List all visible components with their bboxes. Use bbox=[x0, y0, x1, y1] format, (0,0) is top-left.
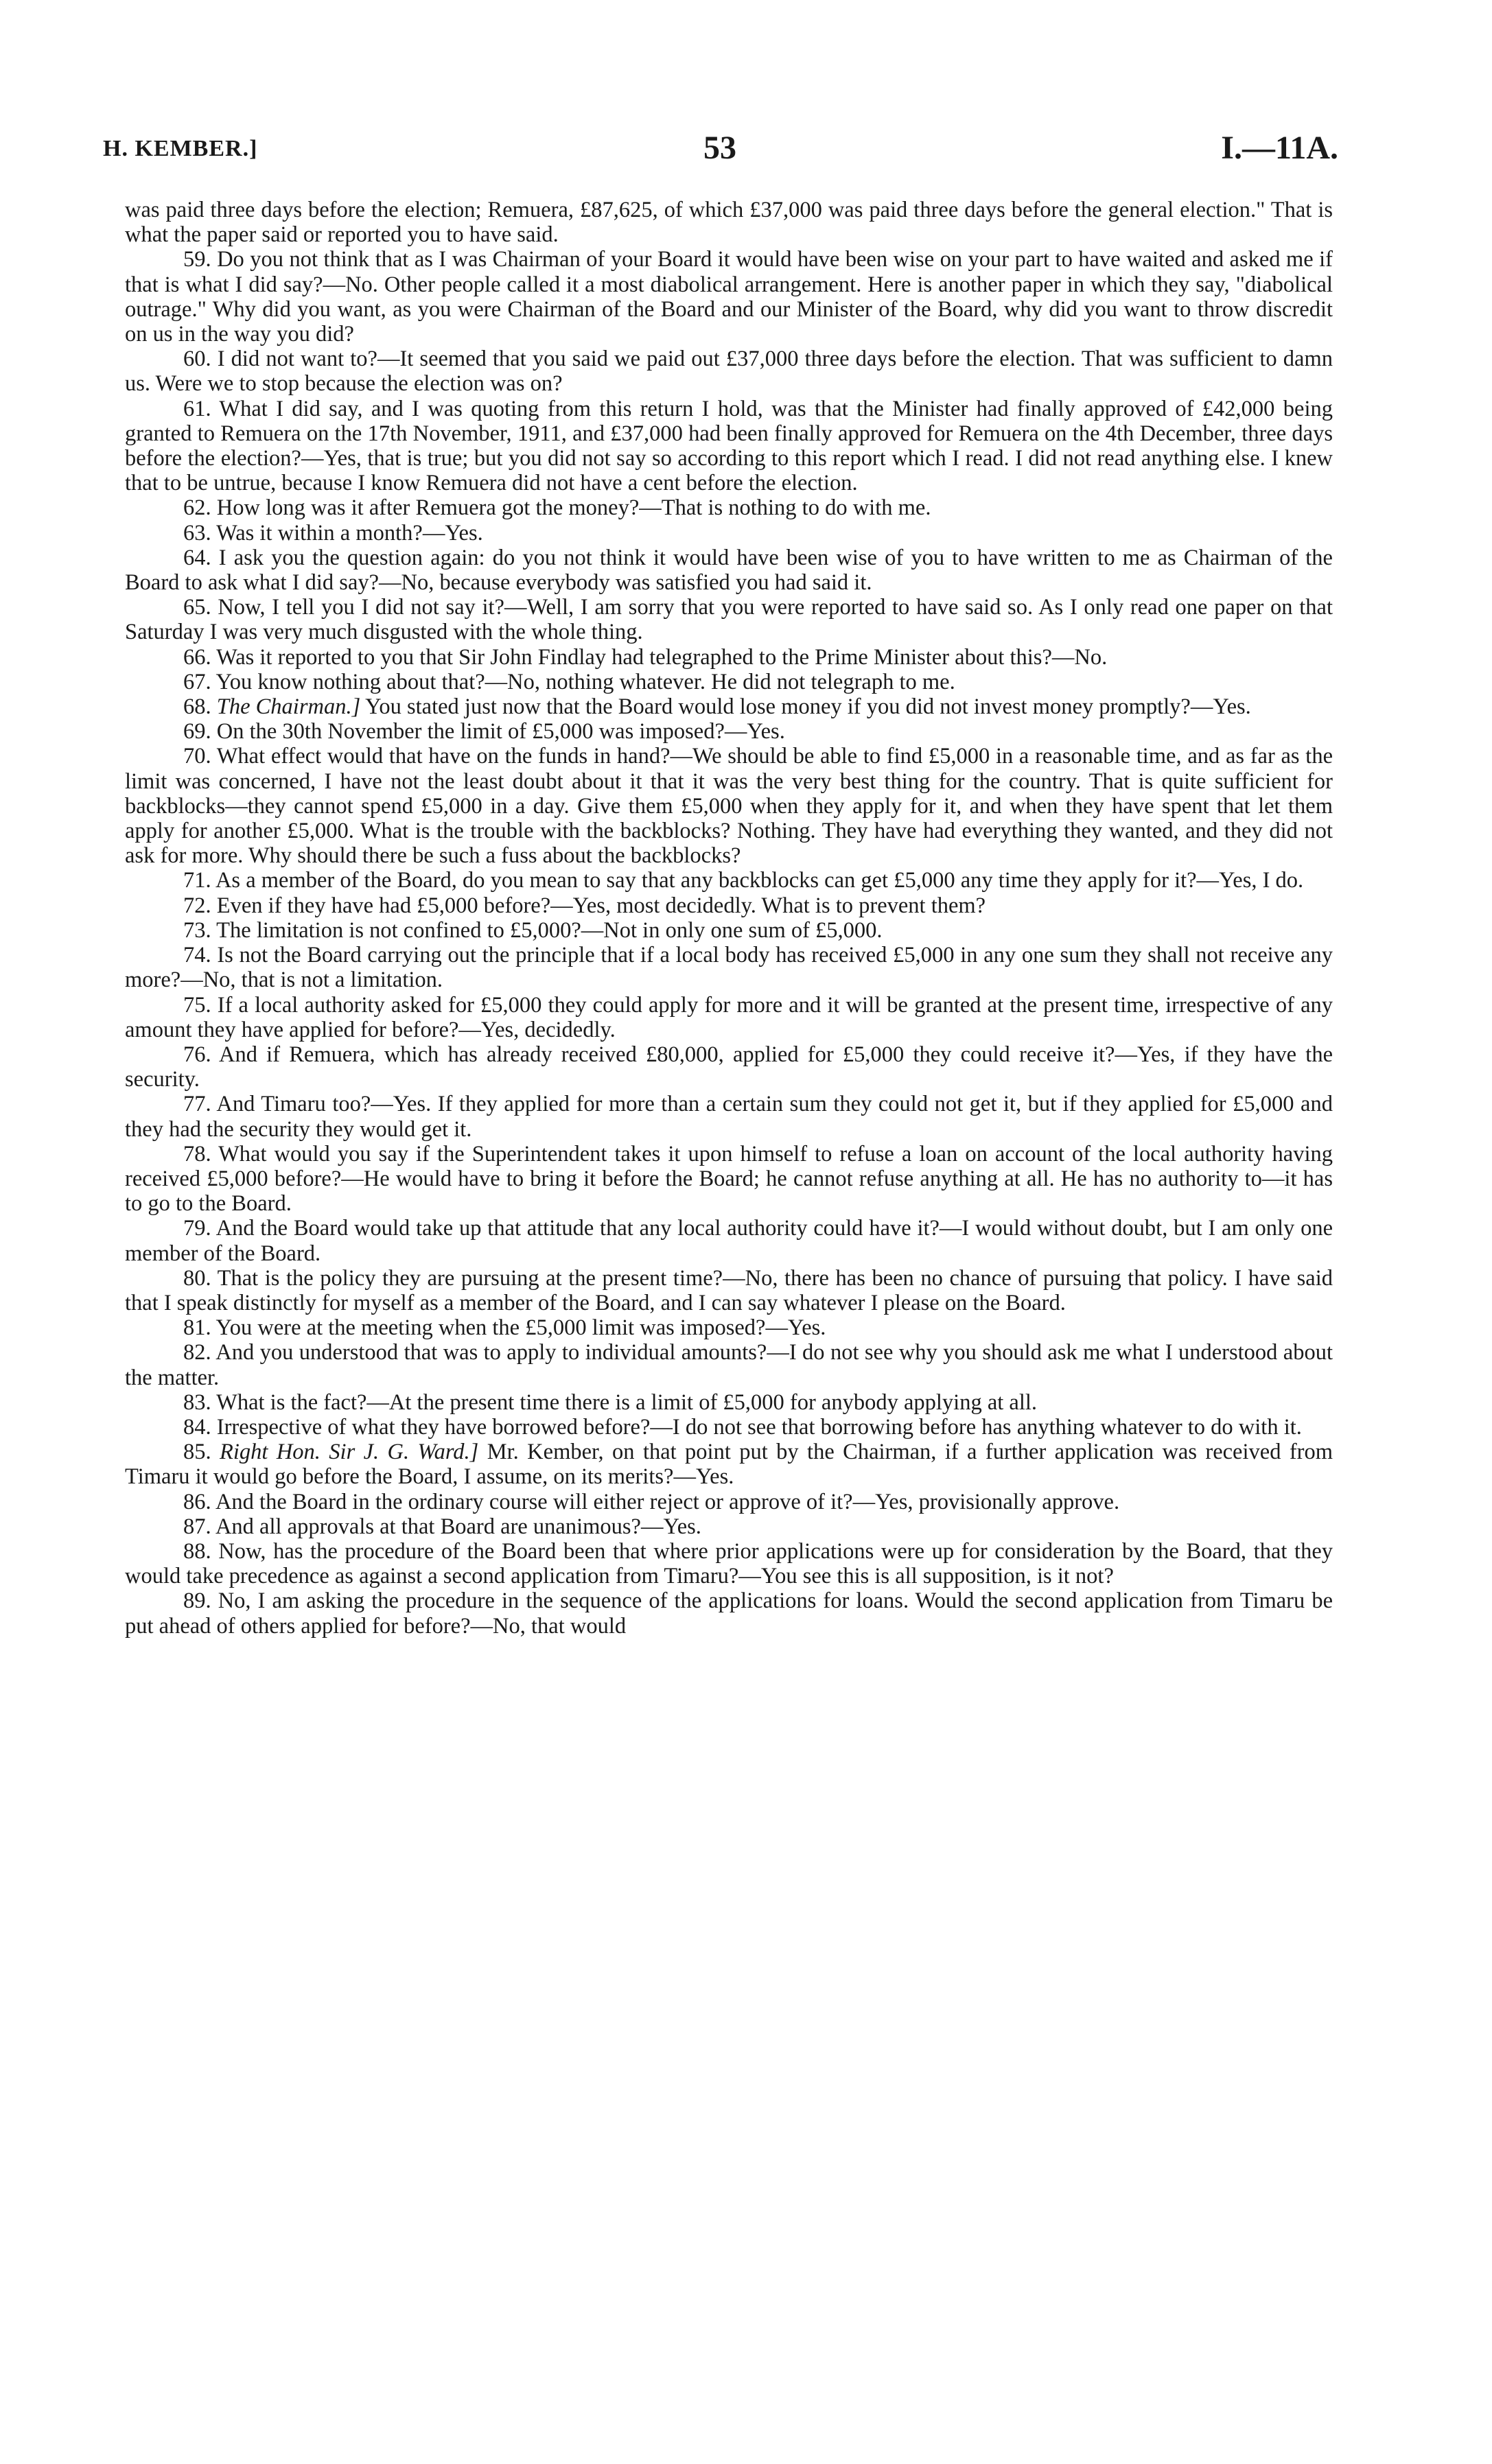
question-paragraph: 64. I ask you the question again: do you not think it would have been wise of you to have written to me as Chairman of the Board to ask what I did say?—No, because everybody was satisfied you had said it. bbox=[125, 545, 1333, 596]
question-paragraph: 79. And the Board would take up that attitude that any local authority could have it?—I would without doubt, but I am only one member of the Board. bbox=[125, 1216, 1333, 1266]
speaker-name: Right Hon. Sir J. G. Ward.] bbox=[220, 1440, 479, 1465]
question-paragraph: 81. You were at the meeting when the £5,000 limit was imposed?—Yes. bbox=[183, 1315, 826, 1341]
question-paragraph: 83. What is the fact?—At the present time there is a limit of £5,000 for anybody applying at all. bbox=[183, 1389, 1038, 1415]
question-paragraph: 76. And if Remuera, which has already received £80,000, applied for £5,000 they could receive it?—Yes, if they have the security. bbox=[125, 1042, 1333, 1092]
question-paragraph: 88. Now, has the procedure of the Board been that where prior applications were up for consideration by the Board, that they would take precedence as against a second application from Timaru?—You see this is all supposition, is it not? bbox=[125, 1538, 1333, 1589]
question-paragraph: 73. The limitation is not confined to £5,000?—Not in only one sum of £5,000. bbox=[183, 917, 883, 943]
question-paragraph: 89. No, I am asking the procedure in the sequence of the applications for loans. Would the second application from Timaru be put ahead of others applied for before?—No, that would bbox=[125, 1588, 1333, 1639]
question-paragraph bbox=[125, 1440, 1333, 1489]
question-paragraph: 66. Was it reported to you that Sir John Findlay had telegraphed to the Prime Minister about this?—No. bbox=[183, 644, 1108, 670]
paragraph-text: Mr. Kember, on that point put by the Chairman, if a further application was received from Timaru it would go before the Board, I assume, on its merits?—Yes. bbox=[125, 1440, 1333, 1490]
testimony-body bbox=[125, 198, 1333, 1639]
question-paragraph: 71. As a member of the Board, do you mean to say that any backblocks can get £5,000 any time they apply for it?—Yes, I do. bbox=[183, 868, 1304, 893]
question-paragraph: 82. And you understood that was to apply to individual amounts?—I do not see why you should ask me what I understood about the matter. bbox=[125, 1340, 1333, 1390]
question-paragraph bbox=[125, 694, 1333, 719]
question-paragraph: 84. Irrespective of what they have borrowed before?—I do not see that borrowing before has anything whatever to do with it. bbox=[183, 1414, 1302, 1440]
question-paragraph: 87. And all approvals at that Board are unanimous?—Yes. bbox=[183, 1514, 701, 1539]
question-paragraph: 72. Even if they have had £5,000 before?—Yes, most decidedly. What is to prevent them? bbox=[183, 893, 986, 918]
page-header bbox=[103, 129, 1338, 177]
question-paragraph: 77. And Timaru too?—Yes. If they applied for more than a certain sum they could not get it, but if they applied for £5,000 and they had the security they would get it. bbox=[125, 1092, 1333, 1142]
question-paragraph: 62. How long was it after Remuera got the money?—That is nothing to do with me. bbox=[183, 495, 931, 521]
question-paragraph: was paid three days before the election; Remuera, £87,625, of which £37,000 was paid three days before the general election." That is what the paper said or reported you to have said. bbox=[125, 198, 1333, 248]
question-paragraph: 60. I did not want to?—It seemed that you said we paid out £37,000 three days before the election. That was sufficient to damn us. Were we to stop because the election was on? bbox=[125, 347, 1333, 397]
speaker-name: The Chairman.] bbox=[216, 694, 361, 720]
question-paragraph: 67. You know nothing about that?—No, nothing whatever. He did not telegraph to me. bbox=[183, 669, 955, 694]
question-paragraph: 80. That is the policy they are pursuing at the present time?—No, there has been no chance of pursuing that policy. I have said that I speak distinctly for myself as a member of the Board, and I can say whatever I please on the Board. bbox=[125, 1265, 1333, 1315]
question-paragraph: 69. On the 30th November the limit of £5,000 was imposed?—Yes. bbox=[183, 719, 785, 744]
question-paragraph: 65. Now, I tell you I did not say it?—Well, I am sorry that you were reported to have said so. As I only read one paper on that Saturday I was very much disgusted with the whole thing. bbox=[125, 595, 1333, 645]
question-paragraph: 74. Is not the Board carrying out the principle that if a local body has received £5,000 in any one sum they shall not receive any more?—No, that is not a limitation. bbox=[125, 943, 1333, 993]
question-paragraph: 75. If a local authority asked for £5,000 they could apply for more and it will be granted at the present time, irrespective of any amount they have applied for before?—Yes, decidedly. bbox=[125, 992, 1333, 1042]
question-paragraph: 70. What effect would that have on the funds in hand?—We should be able to find £5,000 in a reasonable time, and as far as the limit was concerned, I have not the least doubt about it that it was the very best thing for the country. That is quite sufficient for backblocks—they cannot spend £5,000 in a day. Give them £5,000 when they apply for it, and when they have spent that let them apply for another £5,000. What is the trouble with the backblocks? Nothing. They have had everything they wanted, and they did not ask for more. Why should there be such a fuss about the backblocks? bbox=[125, 744, 1333, 869]
question-paragraph: 78. What would you say if the Superintendent takes it upon himself to refuse a loan on account of the local authority having received £5,000 before?—He would have to bring it before the Board; he cannot refuse anything at all. He has no authority to—it has to go to the Board. bbox=[125, 1141, 1333, 1217]
question-number: 68. bbox=[183, 694, 217, 720]
question-number: 85. bbox=[183, 1440, 220, 1465]
paper-reference: I.—11A. bbox=[1221, 130, 1338, 166]
page-number: 53 bbox=[703, 130, 736, 166]
question-paragraph: 63. Was it within a month?—Yes. bbox=[183, 520, 483, 545]
question-paragraph: 86. And the Board in the ordinary course will either reject or approve of it?—Yes, provisionally approve. bbox=[183, 1489, 1120, 1514]
question-paragraph: 59. Do you not think that as I was Chairman of your Board it would have been wise on your part to have waited and asked me if that is what I did say?—No. Other people called it a most diabolical arrangement. Here is another paper in which they say, "diabolical outrage." Why did you want, as you were Chairman of the Board and our Minister of the Board, why did you want to throw discredit on us in the way you did? bbox=[125, 247, 1333, 347]
paragraph-text: You stated just now that the Board would lose money if you did not invest money promptly?—Yes. bbox=[360, 694, 1251, 720]
question-paragraph: 61. What I did say, and I was quoting from this return I hold, was that the Minister had finally approved of £42,000 being granted to Remuera on the 17th November, 1911, and £37,000 had been finally approved for Remuera on the 4th December, three days before the election?—Yes, that is true; but you did not say so according to this report which I read. I did not read anything else. I knew that to be untrue, because I know Remuera did not have a cent before the election. bbox=[125, 396, 1333, 496]
witness-name-header: H. KEMBER.] bbox=[103, 136, 258, 161]
